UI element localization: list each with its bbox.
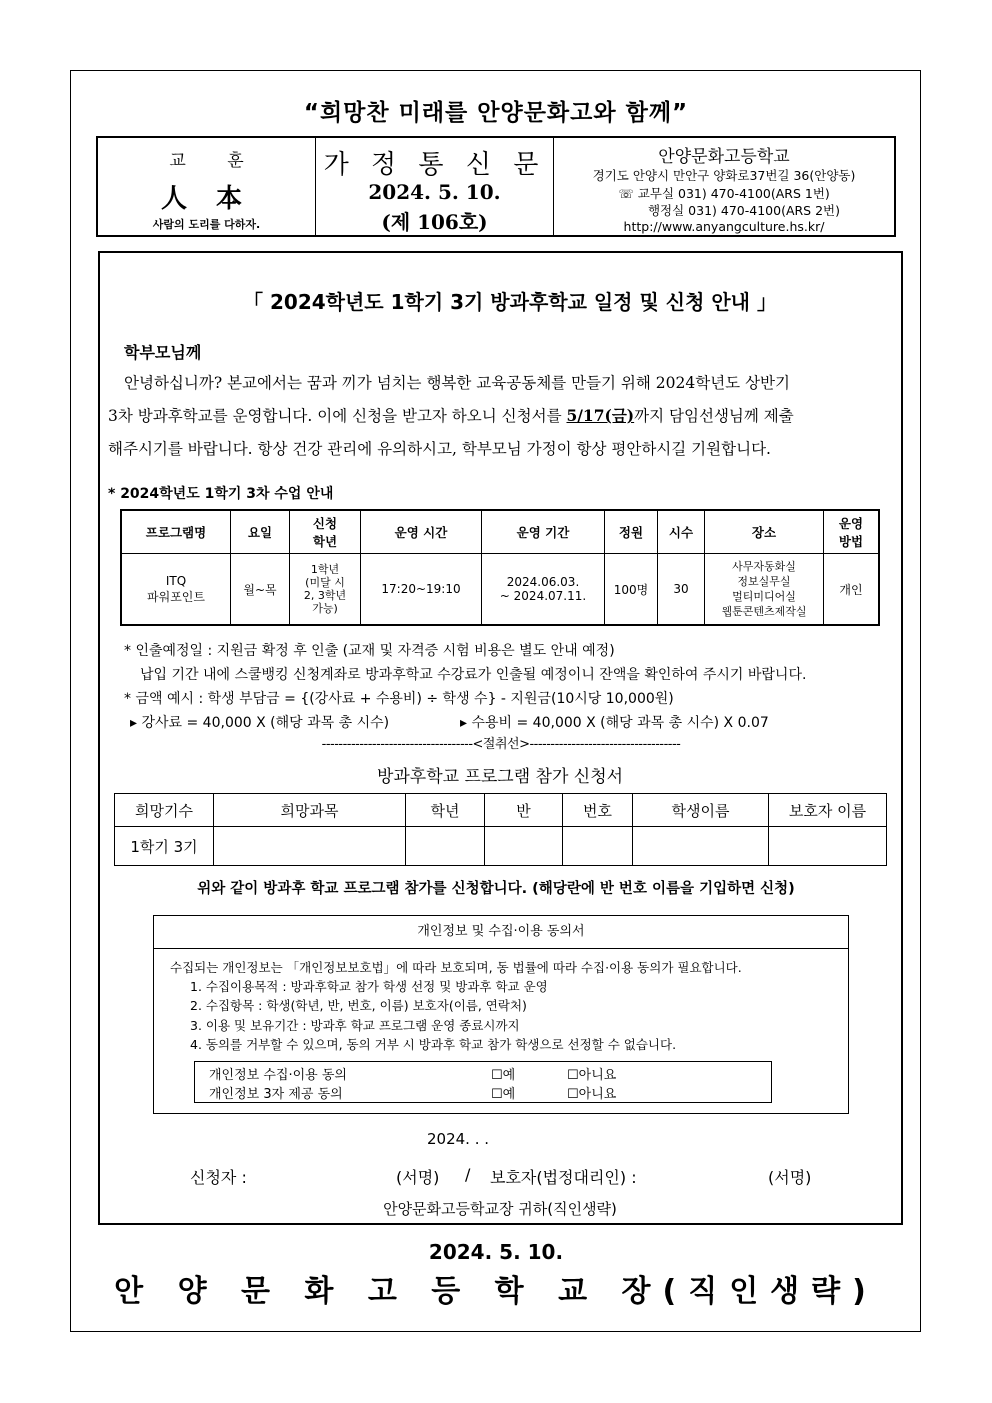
cell-day: 월~목 xyxy=(231,554,290,626)
newsletter-issue: (제 106호) xyxy=(381,210,488,234)
guardian-name-field[interactable] xyxy=(769,827,887,866)
consent-collect-label: 개인정보 수집·이용 동의 xyxy=(209,1068,347,1083)
school-url[interactable]: http://www.anyangculture.hs.kr/ xyxy=(623,219,825,234)
section-heading: * 2024학년도 1학기 3차 수업 안내 xyxy=(108,486,334,502)
form-title: 방과후학교 프로그램 참가 신청서 xyxy=(376,767,624,787)
application-date[interactable]: 2024. . . xyxy=(427,1130,490,1148)
notice-line-2c: 까지 담임선생님께 제출 xyxy=(634,407,794,425)
cell-grade: 1학년 (미달 시 2, 3학년 가능) xyxy=(290,554,361,626)
student-name-field[interactable] xyxy=(633,827,769,866)
guardian-sign[interactable]: (서명) xyxy=(768,1168,812,1187)
th-place: 장소 xyxy=(705,510,824,554)
consent-collect-no[interactable]: ☐아니요 xyxy=(567,1068,617,1083)
applicant-sign[interactable]: (서명) xyxy=(396,1168,440,1187)
consent-third-party-label: 개인정보 3자 제공 동의 xyxy=(209,1087,343,1102)
cell-capacity: 100명 xyxy=(605,554,658,626)
applicant-label: 신청자 : xyxy=(190,1168,247,1187)
program-table-header xyxy=(121,510,879,554)
privacy-title: 개인정보 및 수집·이용 동의서 xyxy=(154,916,848,949)
note-cost-example: * 금액 예시 : 학생 부담금 = {(강사료 + 수용비) ÷ 학생 수} - 지원금(10시당 10,000원) xyxy=(124,691,674,707)
newsletter-date: 2024. 5. 10. xyxy=(368,180,501,204)
privacy-item-1: 1. 수집이용목적 : 방과후학교 참가 학생 선정 및 방과후 학교 운영 xyxy=(190,979,548,994)
grade-field[interactable] xyxy=(406,827,485,866)
th-guardian-name: 보호자 이름 xyxy=(769,794,887,827)
notice-line-3: 해주시기를 바랍니다. 항상 건강 관리에 유의하시고, 학부모님 가정이 항상 평안하시길 기원합니다. xyxy=(108,440,771,458)
note-supply-fee: ▸ 수용비 = 40,000 X (해당 과목 총 시수) X 0.07 xyxy=(460,715,769,731)
th-day: 요일 xyxy=(231,510,290,554)
th-hours: 시수 xyxy=(658,510,705,554)
footer-signer: 안 양 문 화 고 등 학 교 장(직인생략) xyxy=(114,1274,878,1309)
school-phone-2: 행정실 031) 470-4100(ARS 2번) xyxy=(647,203,840,218)
consent-box xyxy=(194,1061,772,1103)
guardian-label: 보호자(법정대리인) : xyxy=(490,1168,637,1187)
motto: “희망찬 미래를 안양문화고와 함께” xyxy=(303,100,689,126)
cell-method: 개인 xyxy=(824,554,880,626)
notice-line-2a: 3차 방과후학교를 운영합니다. 이에 신청을 받고자 하오니 신청서를 xyxy=(108,407,567,425)
cell-period: 2024.06.03. ~ 2024.07.11. xyxy=(482,554,605,626)
apply-statement: 위와 같이 방과후 학교 프로그램 참가를 신청합니다. (해당란에 반 번호 이름을 기입하면 신청) xyxy=(197,881,795,897)
th-program: 프로그램명 xyxy=(121,510,231,554)
privacy-consent-box xyxy=(153,915,849,1114)
subject-field[interactable] xyxy=(214,827,406,866)
cell-program: ITQ 파워포인트 xyxy=(121,554,231,626)
program-table xyxy=(120,509,880,626)
privacy-item-2: 2. 수집항목 : 학생(학년, 반, 번호, 이름) 보호자(이름, 연락처) xyxy=(190,998,527,1013)
header-table xyxy=(96,136,896,237)
notice-line-2 xyxy=(108,404,894,426)
th-subject: 희망과목 xyxy=(214,794,406,827)
th-capacity: 정원 xyxy=(605,510,658,554)
deadline: 5/17(금) xyxy=(566,406,635,425)
consent-third-party-yes[interactable]: ☐예 xyxy=(491,1087,516,1102)
class-field[interactable] xyxy=(485,827,563,866)
school-motto-sub: 사람의 도리를 다하자. xyxy=(152,218,261,231)
school-motto-cell xyxy=(98,138,316,235)
application-header xyxy=(115,794,887,827)
cell-time: 17:20~19:10 xyxy=(361,554,482,626)
th-period: 운영 기간 xyxy=(482,510,605,554)
privacy-item-4: 4. 동의를 거부할 수 있으며, 동의 거부 시 방과후 학교 참가 학생으로 선정할 수 없습니다. xyxy=(190,1037,677,1052)
th-method: 운영 방법 xyxy=(824,510,880,554)
notice-title: 「 2024학년도 1학기 3기 방과후학교 일정 및 신청 안내 」 xyxy=(243,290,777,314)
school-name: 안양문화고등학교 xyxy=(658,147,790,167)
consent-third-party-no[interactable]: ☐아니요 xyxy=(567,1087,617,1102)
notice-greeting: 학부모님께 xyxy=(124,343,202,362)
th-class: 반 xyxy=(485,794,563,827)
application-table xyxy=(114,793,887,866)
th-student-name: 학생이름 xyxy=(633,794,769,827)
th-grade-col: 학년 xyxy=(406,794,485,827)
th-term: 희망기수 xyxy=(115,794,214,827)
cell-place: 사무자동화실 정보실무실 멀티미디어실 웹툰콘텐츠제작실 xyxy=(705,554,824,626)
number-field[interactable] xyxy=(563,827,633,866)
note-withdrawal: * 인출예정일 : 지원금 확정 후 인출 (교재 및 자격증 시험 비용은 별도 안내 예정) xyxy=(124,643,615,659)
th-grade: 신청 학년 xyxy=(290,510,361,554)
th-number: 번호 xyxy=(563,794,633,827)
table-row xyxy=(121,554,879,626)
school-address: 경기도 안양시 만안구 양화로37번길 36(안양동) xyxy=(592,168,856,183)
privacy-intro: 수집되는 개인정보는 「개인정보보호법」에 따라 보호되며, 동 법률에 따라 수집·이용 동의가 필요합니다. xyxy=(170,960,742,975)
th-time: 운영 시간 xyxy=(361,510,482,554)
cell-hours: 30 xyxy=(658,554,705,626)
consent-collect-yes[interactable]: ☐예 xyxy=(491,1068,516,1083)
sign-separator: / xyxy=(465,1165,471,1184)
note-payment: 납입 기간 내에 스쿨뱅킹 신청계좌로 방과후학교 수강료가 인출될 예정이니 잔액을 확인하여 주시기 바랍니다. xyxy=(140,667,807,683)
note-instructor-fee: ▸ 강사료 = 40,000 X (해당 과목 총 시수) xyxy=(130,715,390,731)
newsletter-cell xyxy=(316,138,554,235)
cell-term: 1학기 3기 xyxy=(115,827,214,866)
footer-date: 2024. 5. 10. xyxy=(428,1240,564,1264)
application-row xyxy=(115,827,887,866)
privacy-item-3: 3. 이용 및 보유기간 : 방과후 학교 프로그램 운영 종료시까지 xyxy=(190,1018,520,1033)
school-info-cell xyxy=(554,138,894,235)
cut-line: ------------------------------------<절취선>------------------------------------ xyxy=(321,737,681,752)
school-phone-1: ☏ 교무실 031) 470-4100(ARS 1번) xyxy=(618,186,830,201)
school-motto-label: 교 훈 xyxy=(169,151,262,171)
addressee: 안양문화고등학교장 귀하(직인생략) xyxy=(383,1200,617,1218)
school-motto: 人 本 xyxy=(160,184,253,214)
notice-line-1: 안녕하십니까? 본교에서는 꿈과 끼가 넘치는 행복한 교육공동체를 만들기 위해 2024학년도 상반기 xyxy=(124,374,791,392)
newsletter-title: 가 정 통 신 문 xyxy=(323,150,546,180)
